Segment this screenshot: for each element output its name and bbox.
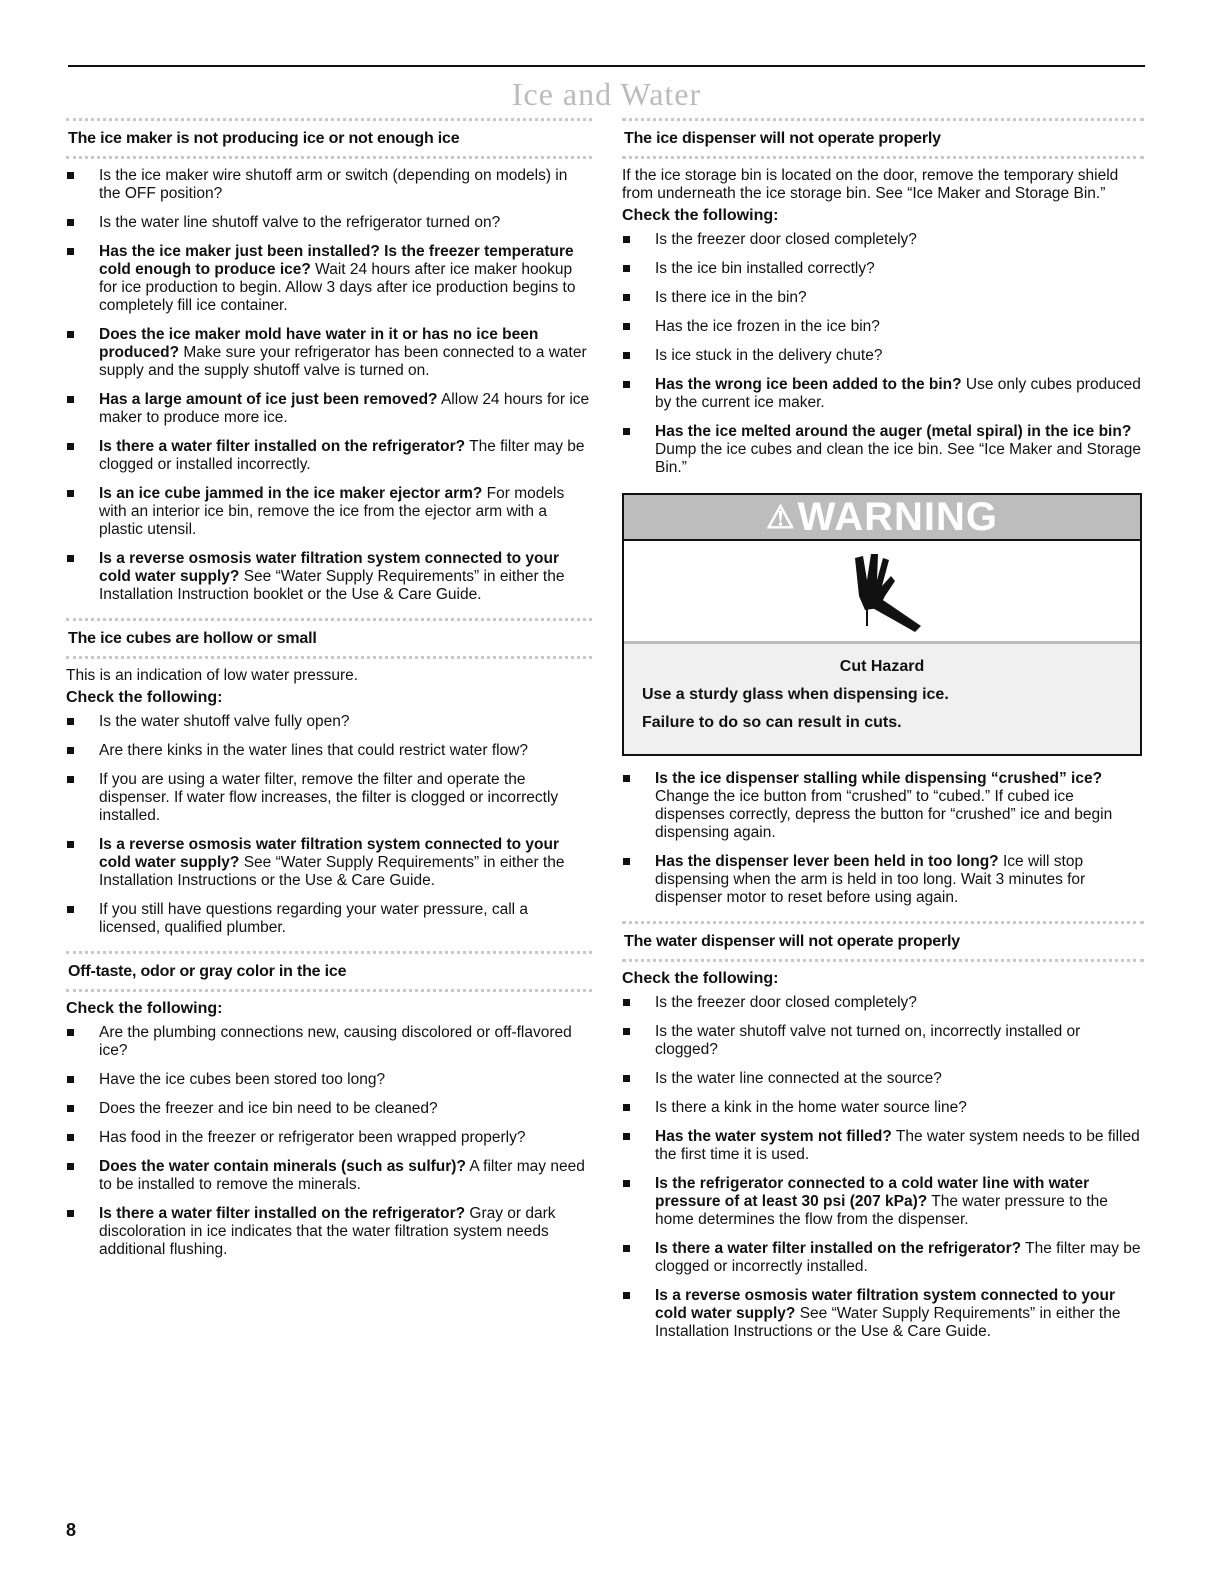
list-item [66,1100,592,1118]
item-text: Is the freezer door closed completely? [655,231,917,248]
list-item [66,1071,592,1089]
page-title: Ice and Water [511,76,702,112]
bullet-icon [623,1075,630,1082]
bullet-icon [67,841,74,848]
item-question: Is there a water filter installed on the refrigerator? [99,1205,466,1222]
list-item [66,1129,592,1147]
item-text: Does the freezer and ice bin need to be cleaned? [99,1100,438,1117]
bullet-icon [67,443,74,450]
item-question: Is the ice dispenser stalling while dispensing “crushed” ice? [655,770,1103,787]
hazard-title: Cut Hazard [839,658,925,675]
list-item [66,214,592,232]
item-text: A filter may need to be installed to remove the minerals. [99,1158,585,1193]
list-item [622,1128,1144,1164]
bullet-icon [67,1210,74,1217]
list-item [66,901,592,937]
item-text: The water pressure to the home determines the flow from the dispenser. [655,1193,1108,1228]
bullet-icon [67,172,74,179]
bullet-icon [67,1029,74,1036]
item-question: Is an ice cube jammed in the ice maker ejector arm? [99,485,483,502]
list-item [622,1175,1144,1229]
check-heading: Check the following: [622,207,779,224]
item-question: Does the ice maker mold have water in it or has no ice been produced? [99,326,539,361]
list-item [66,1158,592,1194]
item-text: Is there a kink in the home water source line? [655,1099,967,1116]
bullet-icon [623,775,630,782]
list-item [66,1205,592,1259]
section-heading: Off-taste, odor or gray color in the ice [66,951,592,992]
bullet-icon [67,248,74,255]
item-text: Are there kinks in the water lines that could restrict water flow? [99,742,529,759]
bullet-icon [623,428,630,435]
intro-text: This is an indication of low water pressure. [66,667,359,684]
list-item [622,423,1144,477]
item-question: Has the ice melted around the auger (metal spiral) in the ice bin? [655,423,1132,440]
bullet-list [66,167,592,604]
list-item [66,243,592,315]
bullet-icon [67,490,74,497]
section-heading: The ice maker is not producing ice or not enough ice [66,118,592,159]
section-heading: The ice dispenser will not operate properly [622,118,1144,159]
item-text: See “Water Supply Requirements” in either the Installation Instruction booklet or the Use & Care Guide. [99,568,565,603]
item-text: Are the plumbing connections new, causing discolored or off-flavored ice? [99,1024,572,1059]
bullet-icon [67,396,74,403]
list-item [622,770,1144,842]
item-text: Allow 24 hours for ice maker to produce more ice. [99,391,590,426]
right-column [622,118,1144,1352]
bullet-icon [623,1104,630,1111]
bullet-list [622,231,1144,477]
bullet-icon [67,906,74,913]
item-text: Is the water line shutoff valve to the refrigerator turned on? [99,214,501,231]
item-question: Has a large amount of ice just been removed? [99,391,438,408]
bullet-icon [623,1133,630,1140]
item-text: For models with an interior ice bin, remove the ice from the ejector arm with a plastic utensil. [99,485,565,538]
list-item [622,1099,1144,1117]
item-question: Is a reverse osmosis water filtration system connected to your cold water supply? [99,836,559,871]
list-item [622,347,1144,365]
list-item [622,1287,1144,1341]
item-text: Have the ice cubes been stored too long? [99,1071,386,1088]
item-text: Is there ice in the bin? [655,289,807,306]
list-item [66,326,592,380]
list-item [66,485,592,539]
item-text: Is the water shutoff valve fully open? [99,713,350,730]
item-text: Is the ice bin installed correctly? [655,260,875,277]
bullet-icon [623,352,630,359]
item-text: Dump the ice cubes and clean the ice bin. See “Ice Maker and Storage Bin.” [655,441,1141,476]
warning-triangle-icon: ⚠ [765,499,796,535]
item-question: Has the wrong ice been added to the bin? [655,376,962,393]
list-item [66,771,592,825]
bullet-icon [67,776,74,783]
warning-box [622,493,1142,756]
bullet-list [622,994,1144,1341]
list-item [622,318,1144,336]
list-item [622,260,1144,278]
list-item [622,1240,1144,1276]
bullet-icon [623,1028,630,1035]
check-heading: Check the following: [622,970,779,987]
bullet-icon [67,555,74,562]
item-question: Is there a water filter installed on the refrigerator? [99,438,466,455]
check-heading: Check the following: [66,1000,223,1017]
bullet-icon [67,1105,74,1112]
list-item [622,1070,1144,1088]
item-text: If you still have questions regarding your water pressure, call a licensed, qualified plumber. [99,901,529,936]
warning-icon-area [624,541,1140,644]
warning-label: WARNING [797,494,998,539]
item-text: The water system needs to be filled the first time it is used. [655,1128,1140,1163]
list-item [66,391,592,427]
item-text: Has the ice frozen in the ice bin? [655,318,880,335]
item-question: Has the water system not filled? [655,1128,892,1145]
bullet-icon [623,1292,630,1299]
item-text: Is the ice maker wire shutoff arm or switch (depending on models) in the OFF position? [99,167,568,202]
bullet-list [66,1024,592,1259]
list-item [622,994,1144,1012]
bullet-icon [623,1245,630,1252]
bullet-icon [67,1076,74,1083]
item-text: Is the water line connected at the source? [655,1070,942,1087]
page-number: 8 [66,1520,77,1540]
bullet-list [66,713,592,937]
item-question: Has the ice maker just been installed? Is the freezer temperature cold enough to produce ice? [99,243,574,278]
list-item [622,231,1144,249]
item-question: Is there a water filter installed on the refrigerator? [655,1240,1022,1257]
item-text: If you are using a water filter, remove the filter and operate the dispenser. If water flow increases, the filter is clogged or incorrectly installed. [99,771,559,824]
bullet-icon [623,294,630,301]
item-text: Make sure your refrigerator has been connected to a water supply and the supply shutoff valve is turned on. [99,344,587,379]
list-item [66,550,592,604]
list-item [622,853,1144,907]
left-column [66,118,592,1270]
item-question: Does the water contain minerals (such as sulfur)? [99,1158,466,1175]
check-heading: Check the following: [66,689,223,706]
bullet-icon [623,999,630,1006]
list-item [622,376,1144,412]
item-question: Is a reverse osmosis water filtration system connected to your cold water supply? [99,550,559,585]
item-question: Is the refrigerator connected to a cold water line with water pressure of at least 30 psi (207 kPa)? [655,1175,1090,1210]
item-text: The filter may be clogged or installed incorrectly. [99,438,585,473]
item-text: Ice will stop dispensing when the arm is held in too long. Wait 3 minutes for dispenser motor to reset before using again. [655,853,1086,906]
bullet-icon [623,323,630,330]
item-text: The filter may be clogged or incorrectly installed. [655,1240,1141,1275]
bullet-list [622,770,1144,907]
section-heading: The water dispenser will not operate properly [622,921,1144,962]
bullet-icon [623,381,630,388]
bullet-icon [67,219,74,226]
list-item [66,713,592,731]
list-item [622,1023,1144,1059]
hazard-consequence: Failure to do so can result in cuts. [642,714,902,731]
warning-banner [624,495,1140,541]
item-text: Wait 24 hours after ice maker hookup for ice production to begin. Allow 3 days after ice production begins to completely fill ice container. [99,261,576,314]
item-text: See “Water Supply Requirements” in either the Installation Instructions or the Use & Care Guide. [655,1305,1121,1340]
item-question: Is a reverse osmosis water filtration system connected to your cold water supply? [655,1287,1115,1322]
bullet-icon [623,858,630,865]
item-text: Use only cubes produced by the current ice maker. [655,376,1141,411]
list-item [66,438,592,474]
item-text: Change the ice button from “crushed” to “cubed.” If cubed ice dispenses correctly, depress the button for “crushed” ice and begin dispensing again. [655,788,1113,841]
hazard-instruction: Use a sturdy glass when dispensing ice. [642,686,949,703]
top-rule [68,65,1145,67]
intro-text: If the ice storage bin is located on the door, remove the temporary shield from underneath the ice storage bin. See “Ice Maker and Storage Bin.” [622,167,1119,202]
list-item [66,836,592,890]
bullet-icon [67,718,74,725]
item-text: Is ice stuck in the delivery chute? [655,347,883,364]
section-heading: The ice cubes are hollow or small [66,618,592,659]
bullet-icon [623,1180,630,1187]
warning-text-area [624,644,1140,754]
item-text: Has food in the freezer or refrigerator been wrapped properly? [99,1129,526,1146]
item-text: See “Water Supply Requirements” in either the Installation Instructions or the Use & Care Guide. [99,854,565,889]
bullet-icon [623,265,630,272]
list-item [622,289,1144,307]
bullet-icon [67,1163,74,1170]
list-item [66,167,592,203]
item-question: Has the dispenser lever been held in too long? [655,853,999,870]
list-item [66,1024,592,1060]
cut-hazard-hand-icon [837,546,927,636]
item-text: Is the water shutoff valve not turned on, incorrectly installed or clogged? [655,1023,1081,1058]
bullet-icon [67,747,74,754]
bullet-icon [67,1134,74,1141]
item-text: Gray or dark discoloration in ice indicates that the water filtration system needs additional flushing. [99,1205,556,1258]
list-item [66,742,592,760]
bullet-icon [67,331,74,338]
item-text: Is the freezer door closed completely? [655,994,917,1011]
bullet-icon [623,236,630,243]
